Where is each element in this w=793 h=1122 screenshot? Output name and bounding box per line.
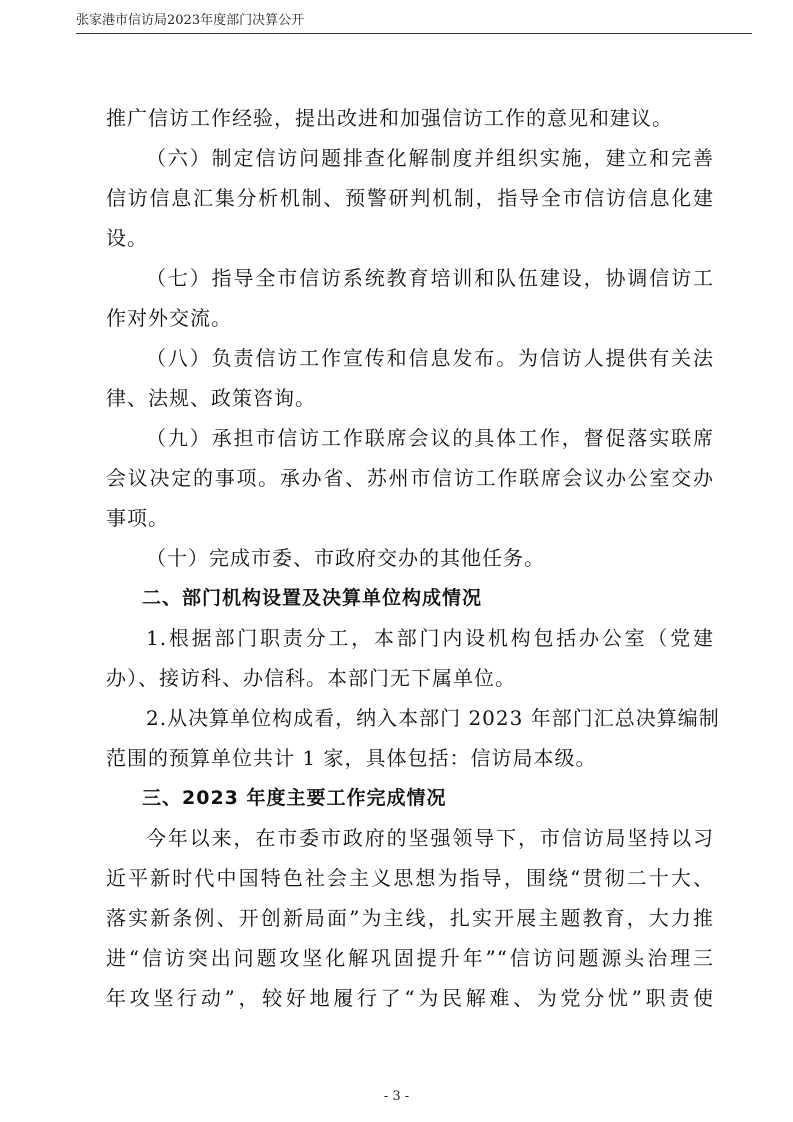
- paragraph-line: （十）完成市委、市政府交办的其他任务。: [146, 546, 545, 570]
- paragraph-line: 办）、接访科、办信科。本部门无下属单位。: [106, 666, 516, 690]
- paragraph-line: 2.从决算单位构成看，纳入本部门 2023 年部门汇总决算编制: [146, 706, 720, 730]
- running-header: 张家港市信访局2023年度部门决算公开: [76, 13, 752, 34]
- paragraph-line: 作对外交流。: [106, 306, 232, 330]
- paragraph-line: （七）指导全市信访系统教育培训和队伍建设，协调信访工: [146, 266, 714, 290]
- body-text: [106, 98, 720, 1018]
- paragraph-line: 设。: [106, 226, 148, 250]
- paragraph-line: （六）制定信访问题排查化解制度并组织实施，建立和完善: [146, 146, 714, 170]
- paragraph-line: 落实新条例、开创新局面”为主线，扎实开展主题教育，大力推: [106, 906, 714, 930]
- paragraph-line: 会议决定的事项。承办省、苏州市信访工作联席会议办公室交办: [106, 466, 714, 490]
- paragraph-line: 律、法规、政策咨询。: [106, 386, 316, 410]
- paragraph-line: （九）承担市信访工作联席会议的具体工作，督促落实联席: [146, 426, 714, 450]
- paragraph-line: 1.根据部门职责分工，本部门内设机构包括办公室（党建: [146, 626, 714, 650]
- paragraph-line: 事项。: [106, 506, 169, 530]
- section-heading: 二、部门机构设置及决算单位构成情况: [142, 587, 483, 609]
- paragraph-line: 信访信息汇集分析机制、预警研判机制，指导全市信访信息化建: [106, 186, 714, 210]
- paragraph-line: （八）负责信访工作宣传和信息发布。为信访人提供有关法: [146, 346, 714, 370]
- paragraph-line: 今年以来，在市委市政府的坚强领导下，市信访局坚持以习: [146, 826, 714, 850]
- section-heading: 三、2023 年度主要工作完成情况: [142, 787, 447, 809]
- page-number: - 3 -: [383, 1089, 410, 1104]
- paragraph-line: 年攻坚行动”，较好地履行了“为民解难、为党分忧”职责使: [106, 986, 714, 1010]
- paragraph-line: 进“信访突出问题攻坚化解巩固提升年”“信访问题源头治理三: [106, 946, 714, 970]
- paragraph-line: 范围的预算单位共计 1 家，具体包括：信访局本级。: [106, 746, 597, 770]
- paragraph-line: 推广信访工作经验，提出改进和加强信访工作的意见和建议。: [106, 106, 673, 130]
- paragraph-line: 近平新时代中国特色社会主义思想为指导，围绕“贯彻二十大、: [106, 866, 714, 890]
